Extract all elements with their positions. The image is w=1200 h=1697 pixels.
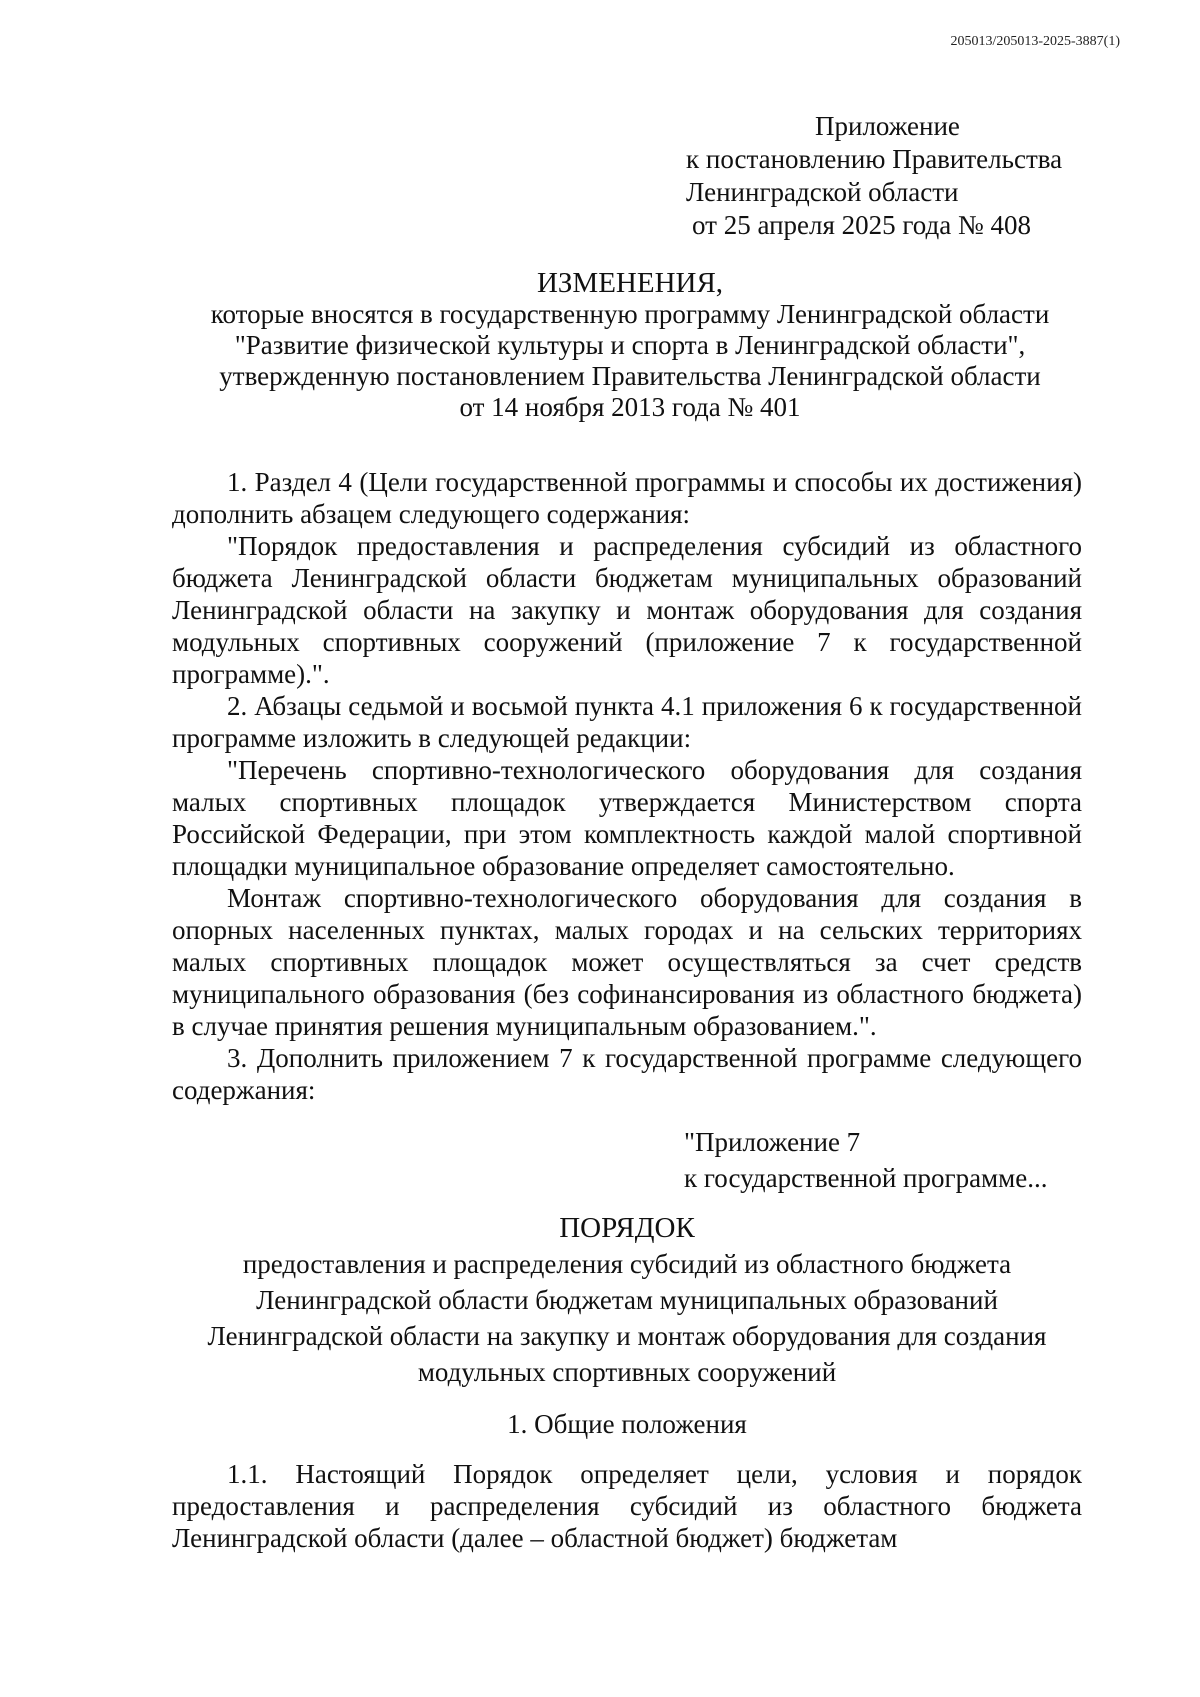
procedure-line: предоставления и распределения субсидий из областного бюджета <box>242 1249 1012 1279</box>
procedure-line: модульных спортивных сооружений <box>417 1357 837 1387</box>
appendix-line: Ленинградской области <box>686 177 959 207</box>
body-paragraph: 3. Дополнить приложением 7 к государственной программе следующего содержания: <box>172 1043 1082 1105</box>
appendix-header <box>686 110 1146 242</box>
quoted-appendix-header <box>172 1124 1082 1196</box>
quoted-appendix-line: к государственной программе... <box>684 1163 1048 1193</box>
appendix-line: к постановлению Правительства <box>686 144 1063 174</box>
appendix-line: Приложение <box>815 111 960 141</box>
document-id: 205013/205013-2025-3887(1) <box>950 34 1120 49</box>
procedure-line: Ленинградской области бюджетам муниципальных образований <box>256 1285 998 1315</box>
document-body <box>172 466 1082 1554</box>
body-paragraph: 1. Раздел 4 (Цели государственной программы и способы их достижения) дополнить абзацем следующего содержания: <box>172 467 1082 529</box>
procedure-heading: ПОРЯДОК <box>559 1212 695 1244</box>
procedure-title <box>172 1210 1082 1390</box>
title-line: утвержденную постановлением Правительства Ленинградской области <box>219 361 1041 391</box>
quoted-appendix-line: "Приложение 7 <box>684 1127 861 1157</box>
procedure-line: Ленинградской области на закупку и монтаж оборудования для создания <box>207 1321 1047 1351</box>
section-heading: 1. Общие положения <box>507 1409 747 1439</box>
document-title <box>150 268 1110 423</box>
title-line: от 14 ноября 2013 года № 401 <box>459 392 801 422</box>
title-line: которые вносятся в государственную программу Ленинградской области <box>210 299 1050 329</box>
title-line: "Развитие физической культуры и спорта в Ленинградской области", <box>234 330 1026 360</box>
body-paragraph: "Порядок предоставления и распределения субсидий из областного бюджета Ленинградской области бюджетам муниципальных образований Ленинградской области на закупку и монтаж оборудования для создания модульных спортивных сооружений (приложение 7 к государственной программе).". <box>172 531 1082 689</box>
body-paragraph: 1.1. Настоящий Порядок определяет цели, условия и порядок предоставления и распределения субсидий из областного бюджета Ленинградской области (далее – областной бюджет) бюджетам <box>172 1459 1082 1553</box>
body-paragraph: 2. Абзацы седьмой и восьмой пункта 4.1 приложения 6 к государственной программе изложить в следующей редакции: <box>172 691 1082 753</box>
appendix-date: от 25 апреля 2025 года № 408 <box>692 210 1032 240</box>
body-paragraph: "Перечень спортивно-технологического оборудования для создания малых спортивных площадок утверждается Министерством спорта Российской Федерации, при этом комплектность каждой малой спортивной площадки муниципальное образование определяет самостоятельно. <box>172 755 1082 881</box>
body-paragraph: Монтаж спортивно-технологического оборудования для создания в опорных населенных пунктах, малых городах и на сельских территориях малых спортивных площадок может осуществляться за счет средств муниципального образования (без софинансирования из областного бюджета) в случае принятия решения муниципальным образованием.". <box>172 883 1082 1041</box>
title-heading: ИЗМЕНЕНИЯ, <box>536 267 724 299</box>
